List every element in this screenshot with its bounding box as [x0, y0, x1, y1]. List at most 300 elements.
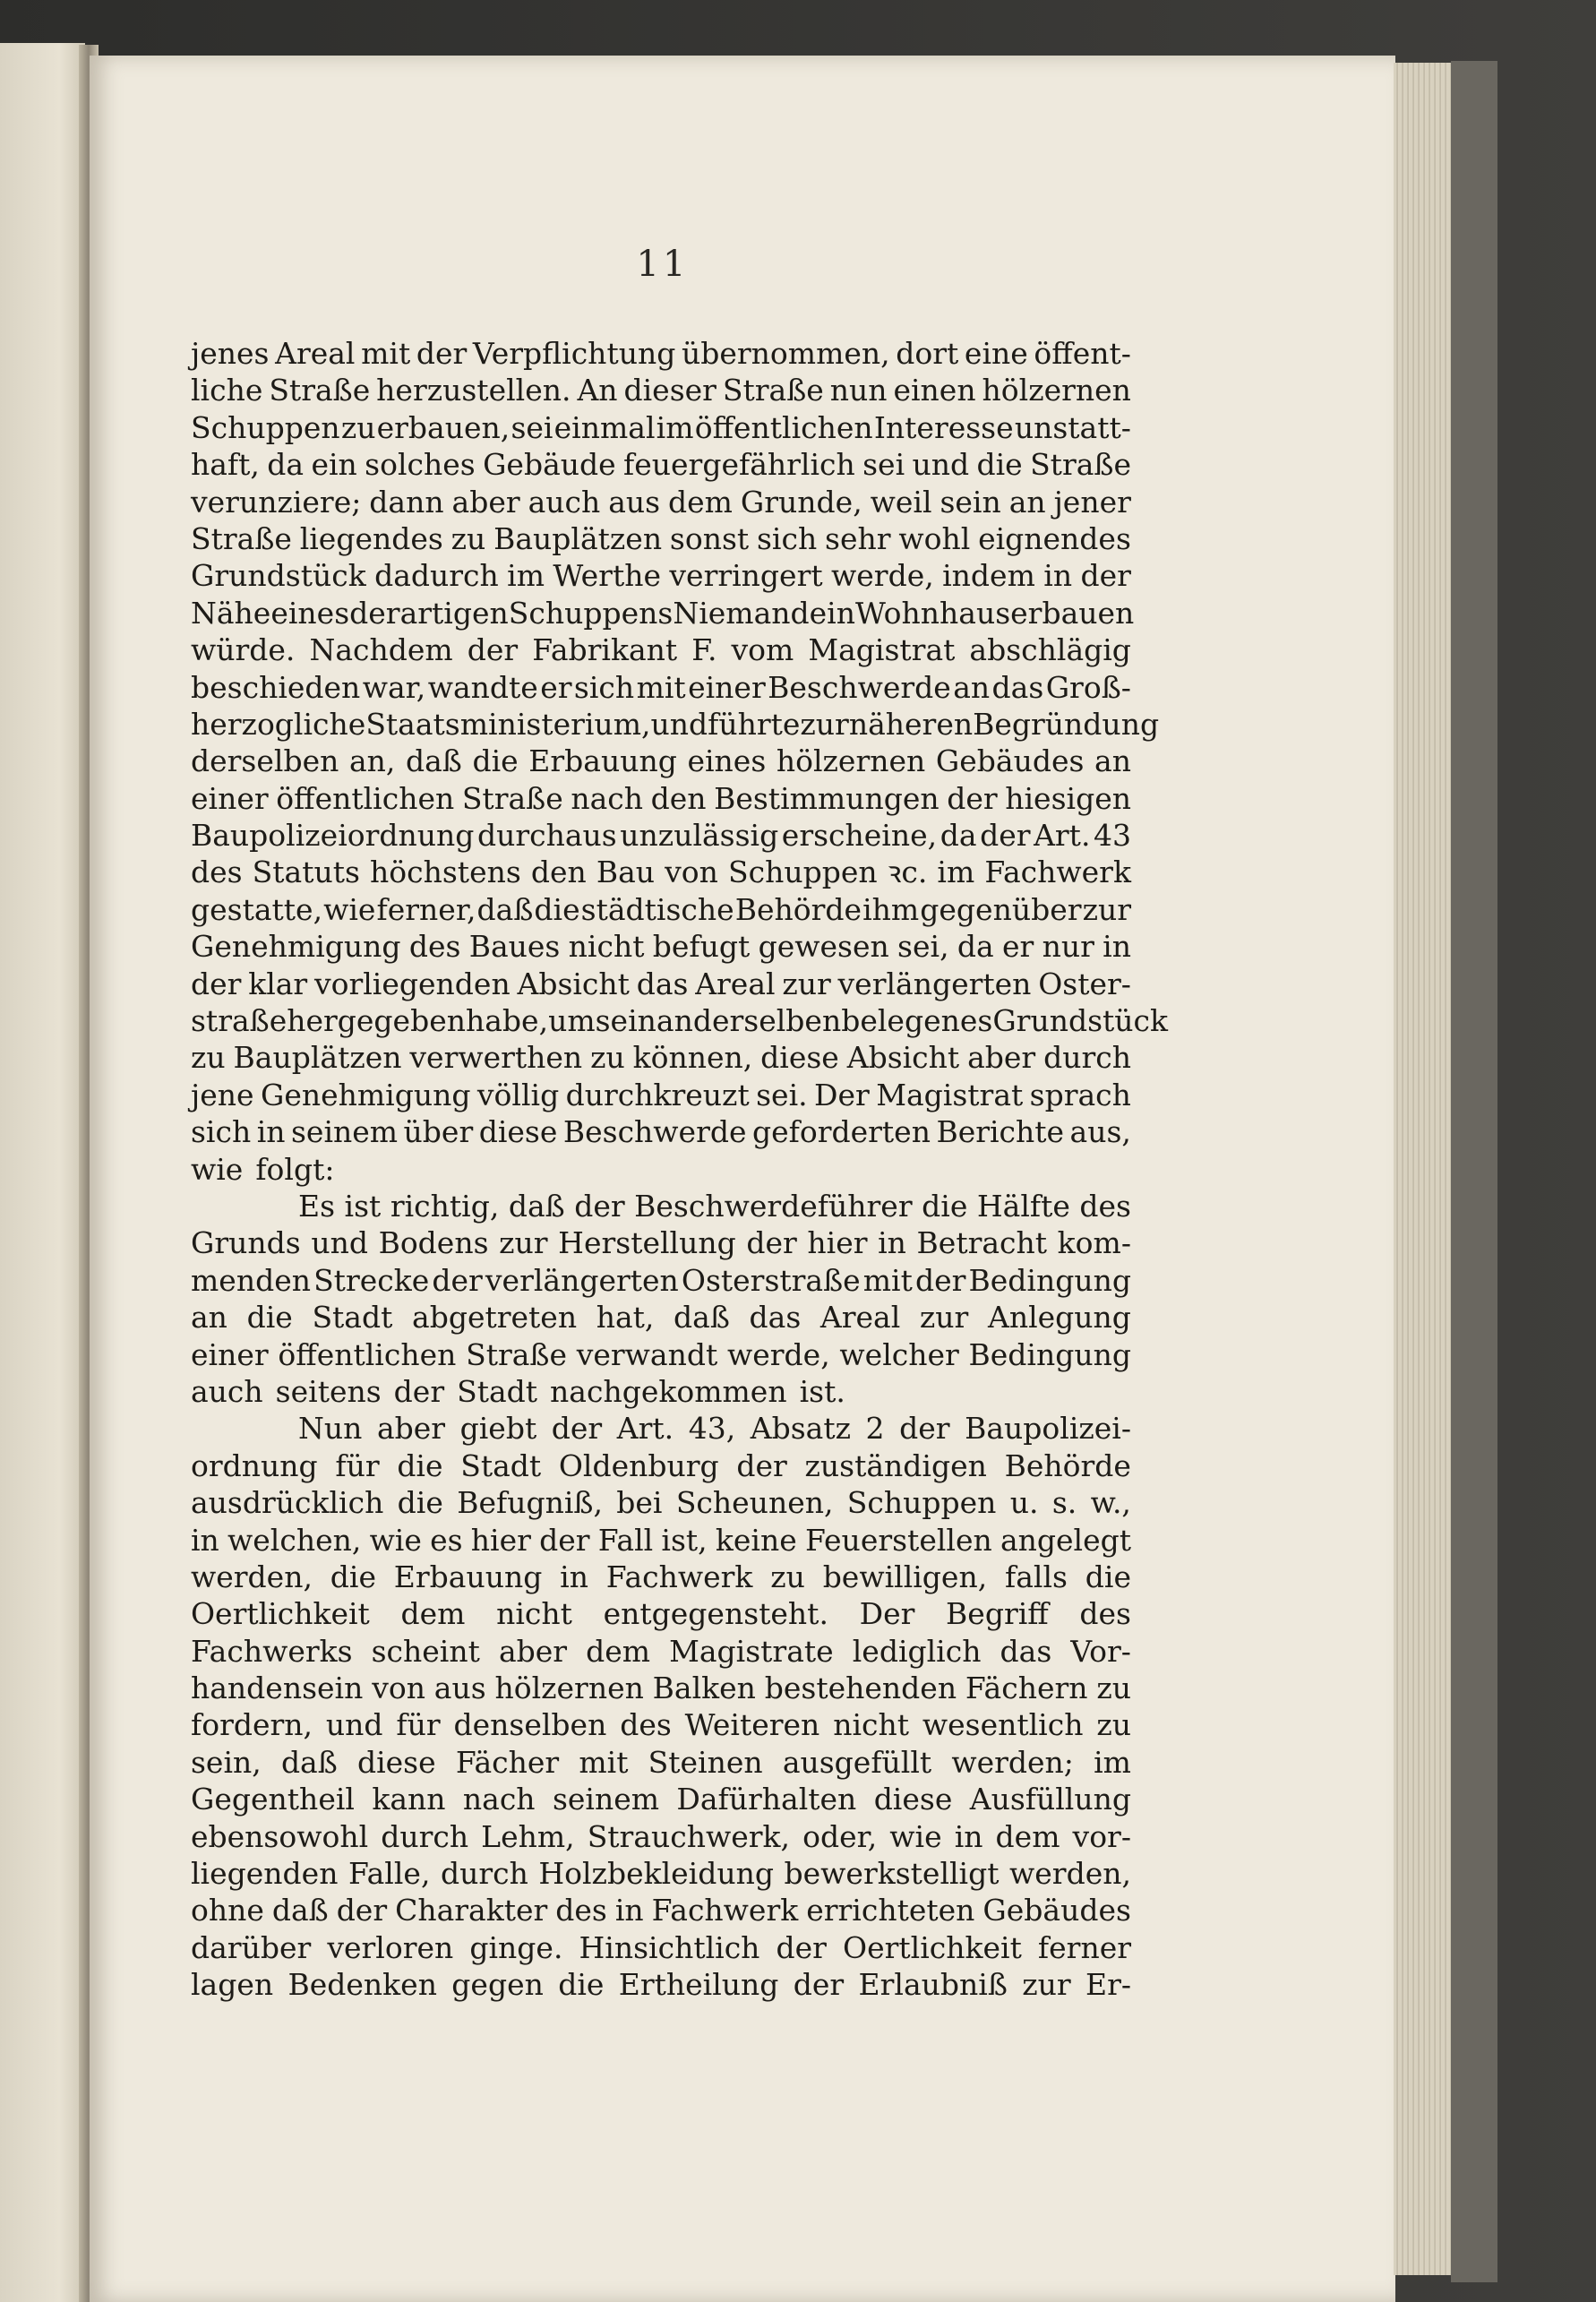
word: Erlaubniß	[858, 1967, 1008, 2003]
word: derselben	[191, 743, 339, 779]
word: das	[749, 1300, 802, 1336]
word: da	[267, 447, 305, 483]
text-line	[191, 1373, 1131, 1410]
word: völlig	[476, 1077, 560, 1112]
word: über	[403, 1114, 474, 1150]
text-line	[191, 1224, 1131, 1261]
word: in	[878, 1225, 906, 1261]
word: wie	[191, 1151, 244, 1187]
word: Nun	[298, 1411, 363, 1447]
word: Baupolizeiordnung	[191, 818, 475, 854]
word: angelegt	[1000, 1522, 1131, 1558]
word: Straße	[191, 520, 292, 556]
word: Magistrat	[876, 1077, 1024, 1112]
word: diese	[478, 1114, 558, 1150]
word: des	[555, 1893, 607, 1928]
text-line	[191, 891, 1131, 928]
word: daß	[476, 891, 534, 927]
word: Bedingung	[968, 1262, 1131, 1298]
word: an	[953, 669, 991, 705]
word: Vor-	[1070, 1633, 1131, 1669]
word: sei	[862, 447, 905, 483]
word: lediglich	[852, 1633, 982, 1669]
word: daß	[674, 1300, 730, 1336]
word: Magistrate	[669, 1633, 834, 1669]
word: Erbauung	[393, 1559, 543, 1594]
word: Er-	[1085, 1967, 1131, 2003]
word: den	[530, 855, 587, 890]
word: auch	[528, 484, 601, 520]
word: Straße	[269, 373, 371, 408]
word: Grunde,	[740, 484, 862, 520]
word: klar	[248, 966, 308, 1001]
word: Gebäudes	[982, 1893, 1131, 1928]
word: der	[776, 1929, 827, 1965]
word: belegenes	[841, 1003, 993, 1039]
text-line	[191, 1447, 1131, 1484]
word: hölzernen	[494, 1671, 644, 1706]
word: bestehenden	[764, 1671, 957, 1706]
facing-page-edge	[0, 43, 85, 2302]
word: durch	[1043, 1040, 1131, 1076]
word: sprach	[1029, 1077, 1131, 1112]
word: öffentlichen	[694, 409, 873, 445]
word: Areal	[275, 336, 356, 371]
word: in	[614, 1893, 644, 1928]
word: F.	[691, 632, 717, 668]
word: der	[793, 1967, 845, 2003]
word: der	[191, 966, 242, 1001]
word: öffentlichen	[278, 1336, 457, 1372]
word: sein	[940, 484, 1001, 520]
word: Charakter	[395, 1893, 548, 1928]
word: die	[558, 1967, 605, 2003]
text-line	[191, 1929, 1131, 1966]
text-line	[191, 1151, 1131, 1188]
word: zu	[590, 1040, 625, 1076]
word: beschieden	[191, 669, 361, 705]
text-line	[191, 780, 1131, 817]
word: ist,	[661, 1522, 708, 1558]
word: und	[912, 447, 970, 483]
text-line	[191, 1077, 1131, 1113]
word: folgt:	[255, 1151, 335, 1187]
word: Oertlichkeit	[843, 1929, 1022, 1965]
word: und	[650, 706, 708, 742]
word: Bodens	[378, 1225, 489, 1261]
word: nach	[462, 1782, 536, 1817]
word: hat,	[596, 1300, 655, 1336]
word: dieser	[623, 373, 716, 408]
word: gegenüber	[920, 891, 1082, 927]
word: würde.	[191, 632, 296, 668]
word: Genehmigung	[191, 929, 401, 965]
word: zu	[340, 409, 376, 445]
word: Der	[814, 1077, 870, 1112]
word: sehr	[825, 520, 891, 556]
word: vor-	[1072, 1818, 1131, 1854]
word: nicht	[833, 1707, 909, 1743]
word: hier	[470, 1522, 531, 1558]
word: Fachwerks	[191, 1633, 353, 1669]
word: Steinen	[648, 1744, 763, 1780]
word: nachgekommen	[550, 1373, 787, 1409]
text-line	[191, 1484, 1131, 1521]
word: errichteten	[806, 1893, 975, 1928]
word: befugt	[652, 929, 751, 965]
text-line	[191, 1039, 1131, 1076]
word: aus,	[1069, 1114, 1131, 1150]
word: Fächer	[455, 1744, 560, 1780]
word: Grundstück	[191, 558, 366, 594]
word: solches	[365, 447, 476, 483]
word: die	[330, 1559, 376, 1594]
word: mit	[361, 336, 411, 371]
word: herzustellen.	[376, 373, 571, 408]
word: daß	[508, 1188, 565, 1224]
word: der	[899, 1411, 950, 1447]
word: herzogliche	[191, 706, 366, 742]
word: durch	[440, 1856, 528, 1892]
word: das	[991, 669, 1044, 705]
word: die	[534, 891, 580, 927]
word: daß	[280, 1744, 338, 1780]
word: erscheine,	[781, 818, 938, 854]
word: und	[311, 1225, 368, 1261]
word: Falle,	[348, 1856, 431, 1892]
text-line	[191, 1595, 1131, 1632]
word: verwerthen	[409, 1040, 583, 1076]
word: verloren	[327, 1929, 454, 1965]
word: oder,	[802, 1818, 878, 1854]
word: diese	[760, 1040, 839, 1076]
text-line	[191, 1744, 1131, 1781]
text-line	[191, 1002, 1169, 1039]
word: zur	[782, 966, 831, 1001]
word: auch	[191, 1373, 263, 1409]
word: er	[540, 669, 572, 705]
word: ferner,	[376, 891, 476, 927]
body-text	[191, 335, 1169, 2004]
word: der	[736, 1447, 787, 1483]
word: Behörde	[734, 891, 862, 927]
word: der	[432, 1262, 483, 1298]
word: Osterstraße	[681, 1262, 861, 1298]
word: ginge.	[469, 1929, 563, 1965]
word: der	[914, 1262, 966, 1298]
word: ein	[311, 447, 357, 483]
word: Behörde	[1004, 1447, 1131, 1483]
word: die	[976, 447, 1023, 483]
word: für	[396, 1707, 441, 1743]
word: einer	[191, 1336, 269, 1372]
word: kom-	[1057, 1225, 1131, 1261]
text-line	[191, 1188, 1131, 1224]
word: dem	[586, 1633, 651, 1669]
text-line	[191, 1706, 1131, 1743]
word: in	[560, 1559, 588, 1594]
word: scheint	[371, 1633, 480, 1669]
word: Hälfte	[976, 1188, 1070, 1224]
word: Feuerstellen	[804, 1522, 992, 1558]
word: der	[551, 1411, 603, 1447]
text-line	[191, 409, 1131, 446]
word: Befugniß,	[457, 1485, 603, 1521]
text-line	[191, 1781, 1131, 1817]
word: von	[372, 1671, 425, 1706]
word: Bestimmungen	[714, 780, 940, 816]
word: um	[548, 1003, 596, 1039]
word: Ertheilung	[618, 1967, 779, 2003]
word: Baues	[468, 929, 561, 965]
text-line	[191, 817, 1131, 854]
text-line	[191, 557, 1131, 594]
word: jenes	[191, 336, 270, 371]
word: daß	[406, 743, 462, 779]
word: die	[922, 1188, 968, 1224]
word: hölzernen	[776, 743, 926, 779]
word: da	[940, 818, 977, 854]
word: Es	[298, 1188, 336, 1224]
word: mit	[579, 1744, 629, 1780]
word: sich	[191, 1114, 252, 1150]
word: ihm	[862, 891, 920, 927]
word: in	[1043, 558, 1073, 594]
word: für	[335, 1447, 380, 1483]
word: Straße	[466, 1336, 567, 1372]
word: verunziere;	[191, 484, 362, 520]
word: zur	[1022, 1967, 1071, 2003]
word: durchaus	[476, 818, 617, 854]
word: gestatte,	[191, 891, 323, 927]
word: verringert	[669, 558, 823, 594]
word: zur	[800, 706, 849, 742]
word: darüber	[191, 1929, 312, 1965]
text-line	[191, 706, 1160, 743]
word: Berichte	[936, 1114, 1065, 1150]
word: bewilligen,	[822, 1559, 988, 1594]
word: bei	[616, 1485, 663, 1521]
word: die	[397, 1485, 443, 1521]
word: durch	[381, 1818, 469, 1854]
word: vorliegenden	[313, 966, 511, 1001]
word: wohl	[898, 520, 971, 556]
word: 2	[865, 1411, 885, 1447]
word: durchkreuzt	[565, 1077, 750, 1112]
word: Straße	[461, 780, 563, 816]
word: dadurch	[374, 558, 499, 594]
word: s.	[1051, 1485, 1077, 1521]
word: werden,	[191, 1559, 313, 1594]
word: der	[467, 632, 519, 668]
word: und	[325, 1707, 383, 1743]
word: Bedingung	[968, 1336, 1131, 1372]
word: Groß-	[1045, 669, 1131, 705]
word: Verpflichtung	[472, 336, 676, 371]
word: Oster-	[1038, 966, 1131, 1001]
word: Beschwerdeführer	[634, 1188, 913, 1224]
text-line	[191, 1892, 1131, 1928]
word: ꝛc.	[887, 855, 928, 890]
word: Bedenken	[287, 1967, 437, 2003]
word: Baupolizei-	[965, 1411, 1131, 1447]
word: An	[577, 373, 618, 408]
word: einmal	[553, 409, 656, 445]
word: Der	[859, 1596, 915, 1632]
word: der	[980, 818, 1031, 854]
word: Beschwerde	[562, 1114, 747, 1150]
word: eines	[687, 743, 767, 779]
word: Gegentheil	[191, 1782, 355, 1817]
word: bewerkstelligt	[784, 1856, 1000, 1892]
word: 43	[1094, 818, 1131, 854]
word: das	[1000, 1633, 1052, 1669]
word: der	[393, 1373, 445, 1409]
word: aber	[967, 1040, 1036, 1076]
word: den	[650, 780, 707, 816]
word: unstatt-	[1014, 409, 1131, 445]
word: straße	[191, 1003, 287, 1039]
word: Grunds	[191, 1225, 301, 1261]
word: erbauen	[1010, 595, 1135, 631]
word: Genehmigung	[260, 1077, 471, 1112]
word: einen	[893, 373, 976, 408]
word: geforderten	[751, 1114, 931, 1150]
text-line	[191, 446, 1131, 483]
word: dem	[400, 1596, 466, 1632]
word: giebt	[459, 1411, 537, 1447]
word: können,	[632, 1040, 753, 1076]
word: liegenden	[191, 1856, 339, 1892]
text-line	[191, 595, 1135, 631]
word: Gebäude	[483, 447, 616, 483]
text-line	[191, 1966, 1131, 2003]
word: der	[336, 1893, 388, 1928]
word: an,	[348, 743, 396, 779]
word: eines	[270, 595, 350, 631]
word: zur	[499, 1225, 548, 1261]
word: dann	[369, 484, 444, 520]
word: Fächern	[965, 1671, 1088, 1706]
word: seinem	[290, 1114, 399, 1150]
word: Oertlichkeit	[191, 1596, 370, 1632]
word: dort	[896, 336, 959, 371]
word: Art.	[1034, 818, 1091, 854]
word: öffentlichen	[276, 780, 455, 816]
word: Weiteren	[684, 1707, 820, 1743]
word: Oldenburg	[558, 1447, 719, 1483]
word: Interesse	[873, 409, 1014, 445]
word: ausgefüllt	[782, 1744, 932, 1780]
word: Begründung	[973, 706, 1160, 742]
text-line	[191, 669, 1131, 706]
word: Grundstück	[992, 1003, 1169, 1039]
word: Schuppens	[508, 595, 674, 631]
word: führte	[708, 706, 801, 742]
word: abschlägig	[969, 632, 1131, 668]
word: Scheunen,	[675, 1485, 834, 1521]
text-line	[191, 631, 1131, 668]
word: Begriff	[946, 1596, 1049, 1632]
word: aus	[433, 1671, 486, 1706]
word: wie	[369, 1522, 422, 1558]
word: zur	[1082, 891, 1131, 927]
word: Schuppen	[191, 409, 340, 445]
word: zu	[1096, 1707, 1131, 1743]
word: im	[507, 558, 545, 594]
word: des	[191, 855, 243, 890]
word: Stadt	[457, 1373, 538, 1409]
word: wesentlich	[922, 1707, 1084, 1743]
word: ebensowohl	[191, 1818, 369, 1854]
word: eignendes	[978, 520, 1131, 556]
word: ohne	[191, 1893, 264, 1928]
word: jene	[191, 1077, 254, 1112]
word: diese	[356, 1744, 436, 1780]
word: in	[1103, 929, 1131, 965]
word: des	[620, 1707, 672, 1743]
word: wie	[323, 891, 376, 927]
word: Absatz	[750, 1411, 851, 1447]
word: Bau	[596, 855, 656, 890]
word: Anlegung	[987, 1300, 1131, 1336]
word: welcher	[839, 1336, 959, 1372]
word: lagen	[191, 1967, 274, 2003]
word: aber	[376, 1411, 446, 1447]
word: welchen,	[227, 1522, 362, 1558]
word: indem	[942, 558, 1035, 594]
word: werden,	[1009, 1856, 1131, 1892]
word: keine	[715, 1522, 797, 1558]
word: an	[191, 1300, 227, 1336]
word: Stadt	[460, 1447, 542, 1483]
word: an	[1008, 484, 1046, 520]
text-line	[191, 854, 1131, 890]
text-line	[191, 1522, 1131, 1559]
word: Betracht	[916, 1225, 1048, 1261]
word: der	[574, 1188, 625, 1224]
word: liegendes	[299, 520, 443, 556]
word: hiesigen	[1005, 780, 1131, 816]
word: Straße	[722, 373, 824, 408]
word: erbauen,	[376, 409, 511, 445]
word: Art.	[616, 1411, 674, 1447]
word: aber	[451, 484, 520, 520]
word: Holzbekleidung	[538, 1856, 774, 1892]
word: mit	[862, 1262, 913, 1298]
word: Fachwerk	[984, 855, 1131, 890]
text-line	[191, 1559, 1131, 1595]
word: übernommen,	[681, 336, 890, 371]
word: gewesen	[758, 929, 889, 965]
word: sein	[595, 1003, 656, 1039]
word: derselben	[692, 1003, 842, 1039]
word: der	[539, 1522, 590, 1558]
word: in	[954, 1818, 983, 1854]
word: Beschwerde	[768, 669, 951, 705]
word: Dafürhalten	[676, 1782, 857, 1817]
word: mit	[636, 669, 686, 705]
word: ferner	[1037, 1929, 1131, 1965]
word: feuergefährlich	[623, 447, 855, 483]
word: Fall	[597, 1522, 654, 1558]
word: weil	[870, 484, 932, 520]
word: seinem	[552, 1782, 660, 1817]
word: von	[665, 855, 718, 890]
word: werde,	[831, 558, 934, 594]
word: ist.	[799, 1373, 845, 1409]
page-block-edge	[1394, 63, 1453, 2275]
